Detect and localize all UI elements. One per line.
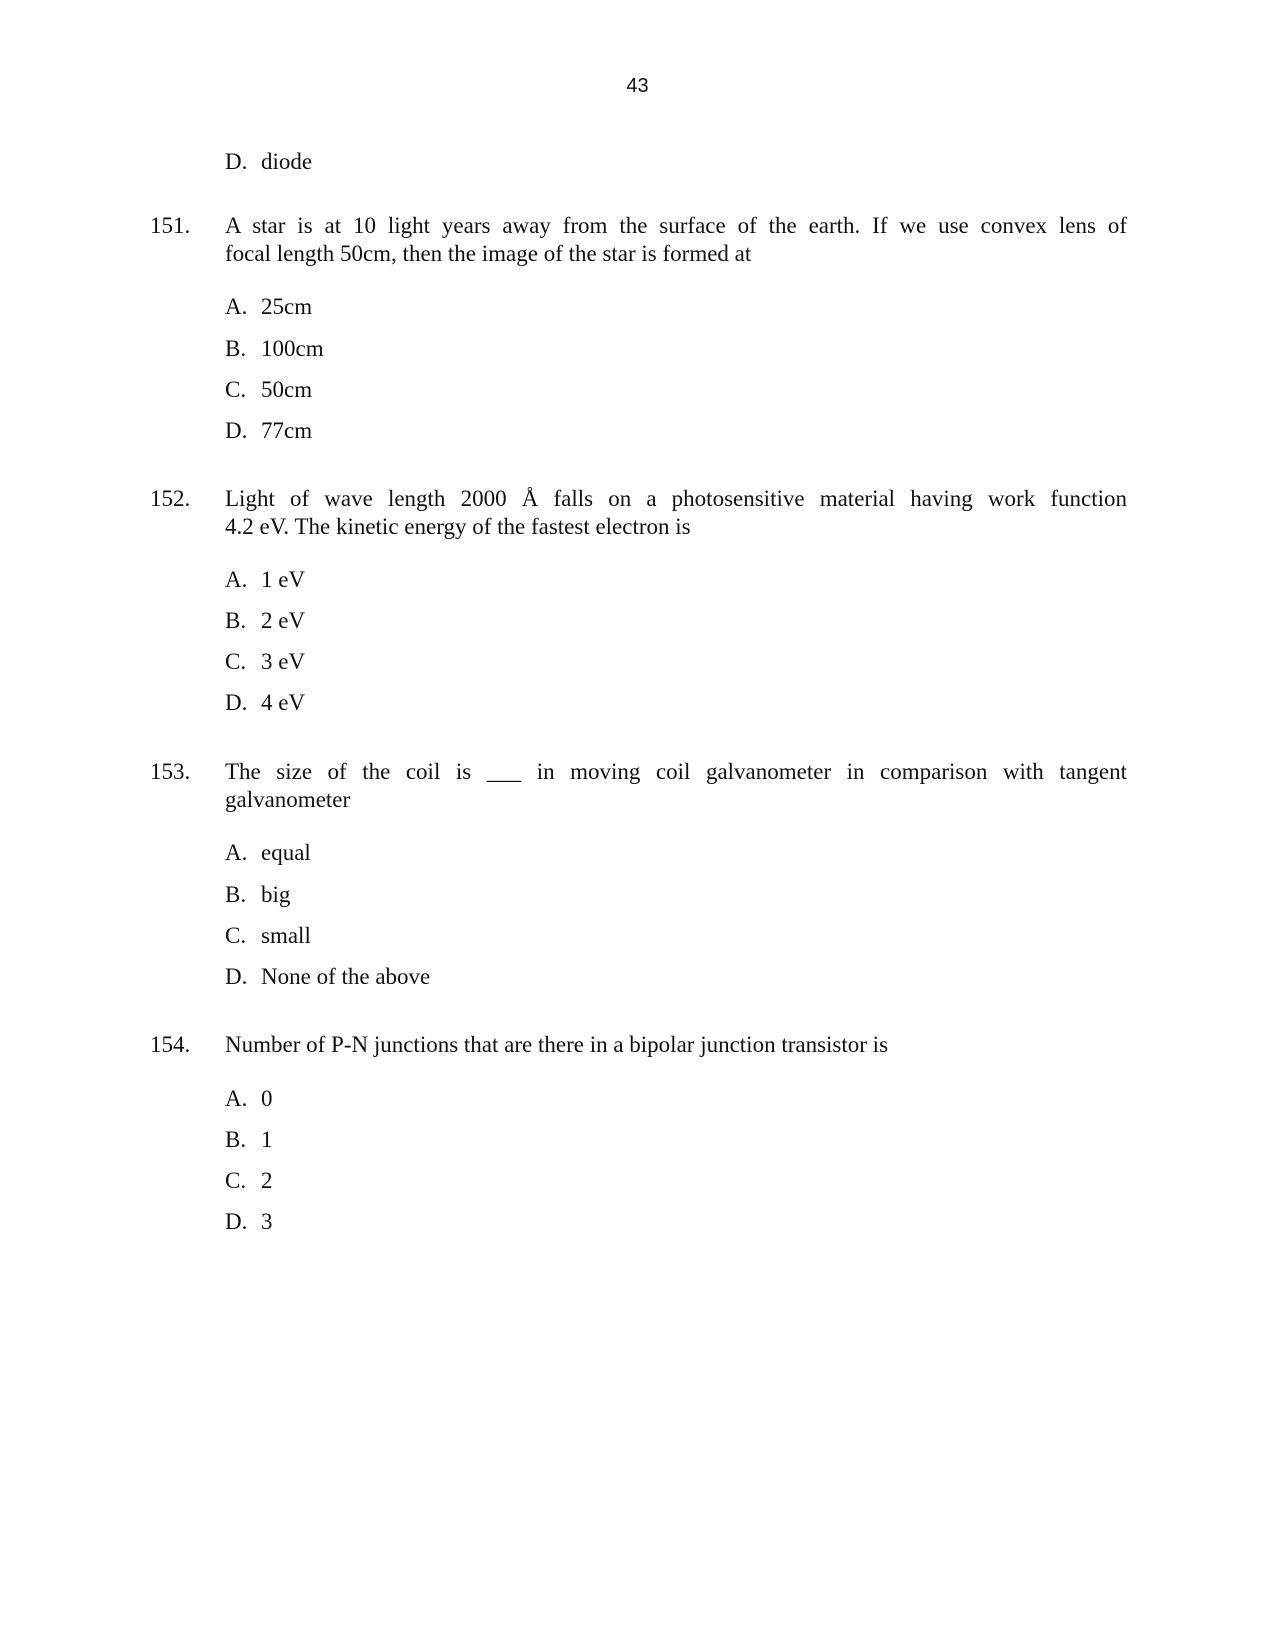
page-number: 43	[626, 75, 649, 97]
option-letter: C.	[225, 1168, 247, 1193]
option-text: 50cm	[261, 377, 313, 402]
option-b	[225, 1126, 273, 1154]
question-text-line: focal length 50cm, then the image of the star is formed at	[225, 241, 752, 266]
option-b	[225, 607, 305, 635]
option-text: 4 eV	[261, 690, 306, 715]
option-letter: B.	[225, 336, 247, 361]
question-number: 154.	[150, 1032, 191, 1057]
option-text: 3	[261, 1209, 273, 1234]
option-letter: B.	[225, 1127, 247, 1152]
option-text: 1	[261, 1127, 273, 1152]
option-a	[225, 566, 305, 594]
option-c	[225, 376, 312, 404]
option-letter: C.	[225, 649, 247, 674]
option-letter: D.	[225, 1209, 248, 1234]
option-text: 3 eV	[261, 649, 306, 674]
option-letter: B.	[225, 608, 247, 633]
option-letter: D.	[225, 964, 248, 989]
option-text: equal	[261, 840, 311, 865]
option-letter: C.	[225, 923, 247, 948]
option-b	[225, 881, 290, 909]
option-text: 1 eV	[261, 567, 306, 592]
option-d	[225, 689, 305, 717]
option-text: diode	[261, 149, 313, 174]
question-text-line: The size of the coil is ___ in moving coil galvanometer in comparison with tangent	[225, 759, 1127, 784]
option-letter: A.	[225, 1086, 248, 1111]
question-text-line: 4.2 eV. The kinetic energy of the fastest electron is	[225, 514, 691, 539]
option-letter: D.	[225, 418, 248, 443]
option-text: 77cm	[261, 418, 313, 443]
option-c	[225, 648, 305, 676]
option-a	[225, 839, 311, 867]
option-text: small	[261, 923, 311, 948]
option-letter: D.	[225, 149, 248, 174]
option-a	[225, 1085, 273, 1113]
option-c	[225, 922, 311, 950]
option-b	[225, 335, 324, 363]
option-d	[225, 1208, 273, 1236]
option-text: 100cm	[261, 336, 324, 361]
option-text: 0	[261, 1086, 273, 1111]
question-text-line: Number of P-N junctions that are there in a bipolar junction transistor is	[225, 1032, 889, 1057]
option-letter: A.	[225, 567, 248, 592]
question-text-line: galvanometer	[225, 787, 351, 812]
option-letter: D.	[225, 690, 248, 715]
option-c	[225, 1167, 273, 1195]
option-d	[225, 963, 430, 991]
question-number: 152.	[150, 486, 191, 511]
carryover-option	[225, 148, 312, 176]
question-text-line: Light of wave length 2000 Å falls on a photosensitive material having work function	[225, 486, 1127, 511]
option-letter: A.	[225, 840, 248, 865]
question-number: 153.	[150, 759, 191, 784]
option-letter: B.	[225, 882, 247, 907]
option-letter: A.	[225, 294, 248, 319]
question-number: 151.	[150, 213, 191, 238]
option-text: 25cm	[261, 294, 313, 319]
question-text-line: A star is at 10 light years away from the surface of the earth. If we use convex lens of	[225, 213, 1127, 238]
option-a	[225, 293, 312, 321]
option-text: 2 eV	[261, 608, 306, 633]
option-d	[225, 417, 312, 445]
option-text: 2	[261, 1168, 273, 1193]
option-text: None of the above	[261, 964, 431, 989]
option-letter: C.	[225, 377, 247, 402]
option-text: big	[261, 882, 291, 907]
